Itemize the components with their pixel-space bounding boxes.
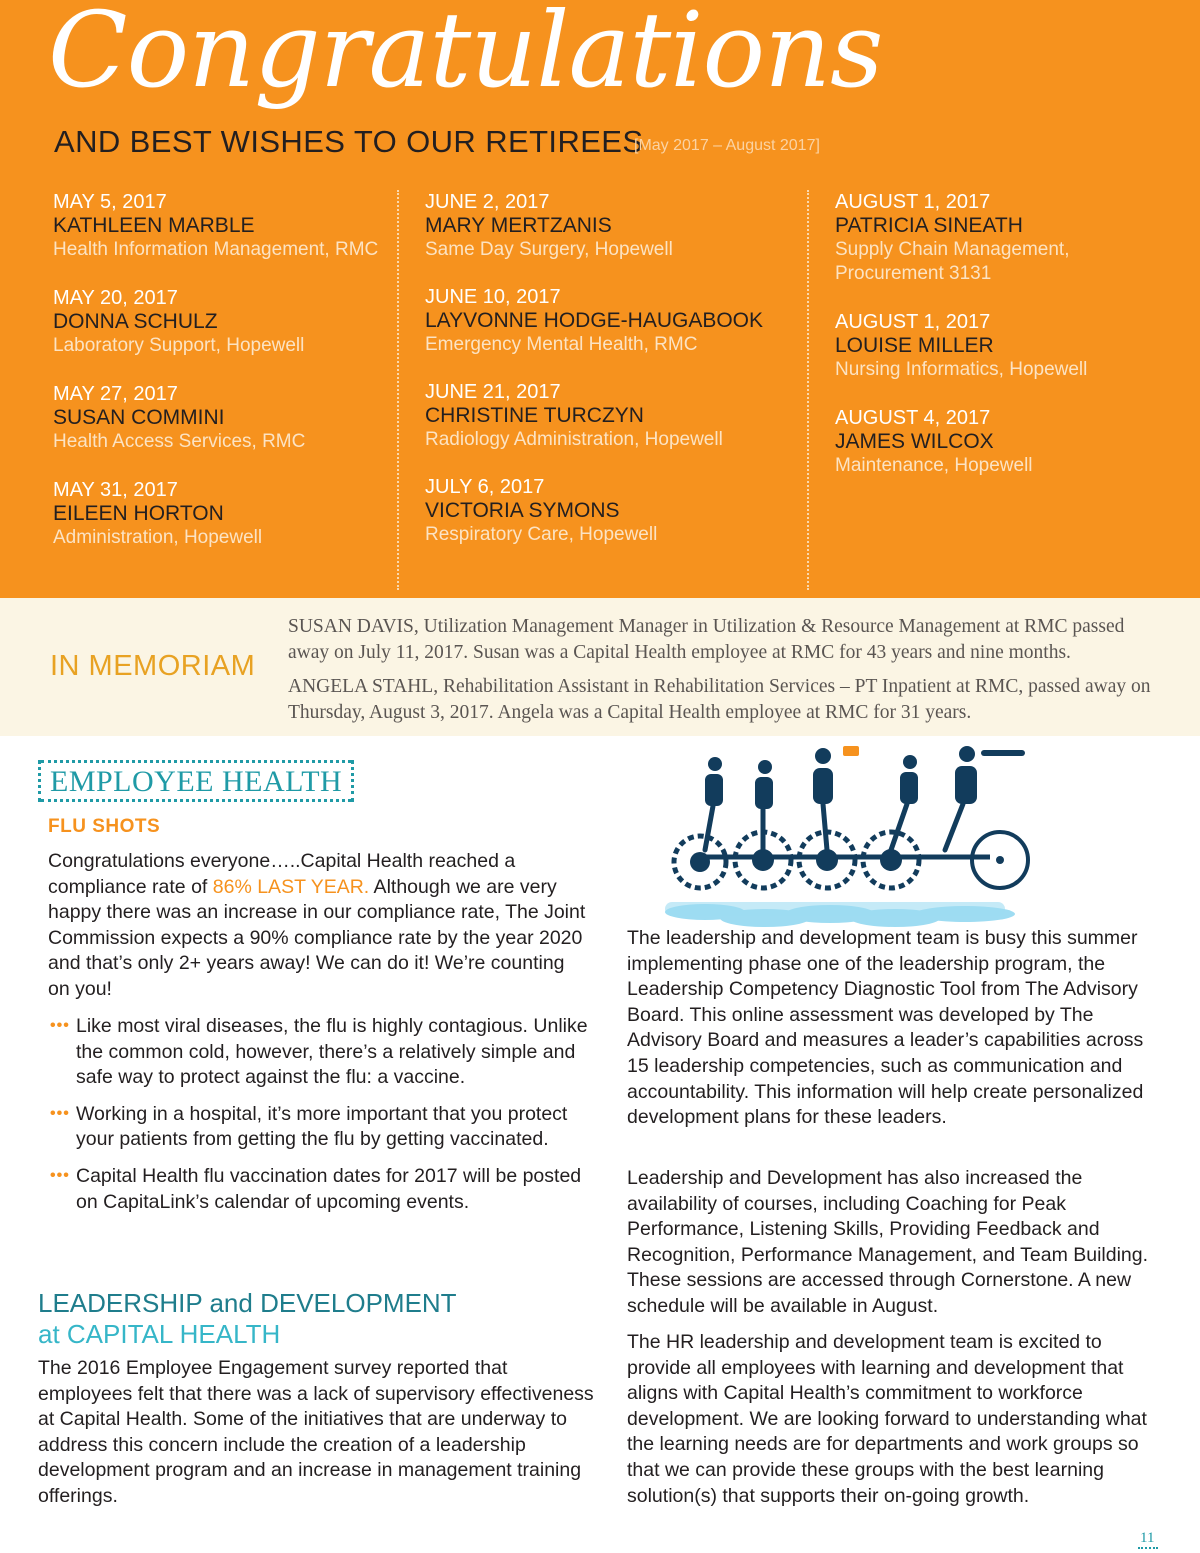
retiree-department: Emergency Mental Health, RMC — [425, 334, 698, 355]
memoriam-text: Rehabilitation Assistant in Rehabilitation Services – PT Inpatient at RMC, passed away on Thursday, August 3, 2017. Angela was a Capital Health employee at RMC for 31 years. — [288, 676, 1151, 723]
retiree-entry — [425, 475, 805, 547]
retiree-name: JAMES WILCOX — [835, 430, 994, 453]
retiree-date: AUGUST 4, 2017 — [835, 407, 991, 429]
retiree-department: Nursing Informatics, Hopewell — [835, 359, 1088, 380]
retiree-entry — [53, 286, 398, 358]
bullet-text: Working in a hospital, it’s more important that you protect your patients from getting the flu by getting vaccinated. — [76, 1102, 568, 1151]
in-memoriam-section — [0, 598, 1200, 736]
retiree-department: Respiratory Care, Hopewell — [425, 524, 658, 545]
flu-intro-text: Congratulations everyone…..Capital Health reached a compliance rate of — [48, 850, 516, 898]
list-item — [48, 1164, 593, 1215]
memoriam-entry — [288, 674, 1168, 726]
retiree-date: AUGUST 1, 2017 — [835, 191, 991, 213]
retiree-entry — [835, 406, 1175, 478]
compliance-highlight: 86% LAST YEAR. — [212, 875, 370, 898]
retirees-subtitle: AND BEST WISHES TO OUR RETIREES — [54, 124, 644, 159]
retirees-banner — [0, 0, 1200, 598]
retiree-entry — [425, 285, 805, 357]
flu-bullet-list — [48, 1014, 593, 1226]
team-tandem-bicycle-icon — [645, 742, 1040, 932]
retiree-entry — [835, 190, 1175, 286]
retiree-name: CHRISTINE TURCZYN — [425, 404, 644, 427]
leadership-paragraph: The HR leadership and development team is excited to provide all employees with learning and development that aligns with Capital Health’s commitment to workforce development. We are looking forward to understanding what the learning needs are for departments and work groups so that we can provide these groups with the best learning solution(s) that supports their on-going growth. — [627, 1331, 1147, 1507]
retiree-entry — [53, 190, 398, 262]
bullet-text: Capital Health flu vaccination dates for 2017 will be posted on CapitaLink’s calendar of upcoming events. — [76, 1164, 582, 1213]
retiree-name: KATHLEEN MARBLE — [53, 214, 255, 237]
retiree-date: JUNE 21, 2017 — [425, 381, 561, 403]
retiree-entry — [425, 380, 805, 452]
leadership-paragraph: The 2016 Employee Engagement survey reported that employees felt that there was a lack of supervisory effectiveness at Capital Health. Some of the initiatives that are underway to address this concern include the creation of a leadership development program and an increase in management training offerings. — [38, 1357, 594, 1507]
retiree-name: PATRICIA SINEATH — [835, 214, 1023, 237]
memoriam-name: SUSAN DAVIS, — [288, 616, 419, 637]
retiree-entry — [425, 190, 805, 262]
retiree-entry — [53, 382, 398, 454]
retirees-column-2 — [425, 190, 805, 570]
bullet-dots-icon: ••• — [50, 1017, 70, 1034]
retiree-name: LOUISE MILLER — [835, 334, 994, 357]
retiree-date: MAY 5, 2017 — [53, 191, 167, 213]
retiree-department: Maintenance, Hopewell — [835, 455, 1033, 476]
flu-intro-text: Although we are very happy there was an increase in our compliance rate, The Joint Commission expects a 90% compliance rate by the year 2020 and that’s only 2+ years away! We can do it! We’re counting on you! — [48, 875, 586, 1000]
retiree-name: VICTORIA SYMONS — [425, 499, 620, 522]
retiree-date: MAY 31, 2017 — [53, 479, 178, 501]
employee-health-title: EMPLOYEE HEALTH — [50, 765, 343, 798]
flu-intro-paragraph — [48, 849, 588, 1003]
bullet-dots-icon: ••• — [50, 1104, 70, 1122]
page-number: 11 — [1140, 1530, 1155, 1546]
retiree-date: MAY 20, 2017 — [53, 287, 178, 309]
retiree-department: Supply Chain Management, Procurement 3131 — [835, 239, 1070, 284]
retiree-name: EILEEN HORTON — [53, 502, 224, 525]
retiree-name: MARY MERTZANIS — [425, 214, 612, 237]
retiree-name: DONNA SCHULZ — [53, 310, 218, 333]
bullet-text: Like most viral diseases, the flu is highly contagious. Unlike the common cold, however, there’s a relatively simple and safe way to protect against the flu: a vaccine. — [76, 1015, 588, 1089]
list-item — [48, 1014, 593, 1091]
employee-health-heading-box — [38, 760, 354, 802]
leadership-paragraph: Leadership and Development has also increased the availability of courses, including Coaching for Peak Performance, Listening Skills, Providing Feedback and Recognition, Performance Management, and Team Building. These sessions are accessed through Cornerstone. A new schedule will be available in August. — [627, 1167, 1149, 1317]
retiree-date: JUNE 10, 2017 — [425, 286, 561, 308]
retiree-date: MAY 27, 2017 — [53, 383, 178, 405]
leadership-subheading: at CAPITAL HEALTH — [38, 1319, 281, 1349]
leadership-heading: LEADERSHIP and DEVELOPMENT — [38, 1288, 457, 1318]
retiree-department: Laboratory Support, Hopewell — [53, 335, 305, 356]
retiree-department: Health Information Management, RMC — [53, 239, 379, 260]
retiree-date: JULY 6, 2017 — [425, 476, 545, 498]
retiree-entry — [835, 310, 1175, 382]
retiree-name: LAYVONNE HODGE-HAUGABOOK — [425, 309, 764, 332]
retiree-department: Health Access Services, RMC — [53, 431, 306, 452]
memoriam-entry — [288, 614, 1168, 666]
retirees-column-1 — [53, 190, 398, 574]
retiree-entry — [53, 478, 398, 550]
memoriam-text: Utilization Management Manager in Utilization & Resource Management at RMC passed away on July 11, 2017. Susan was a Capital Health employee at RMC for 43 years and nine months. — [288, 616, 1125, 663]
list-item — [48, 1102, 593, 1153]
in-memoriam-title: IN MEMORIAM — [50, 650, 256, 682]
column-divider — [807, 190, 809, 590]
congratulations-title: Congratulations — [48, 0, 883, 111]
retiree-date: AUGUST 1, 2017 — [835, 311, 991, 333]
flu-shots-heading: FLU SHOTS — [48, 816, 161, 837]
memoriam-name: ANGELA STAHL, — [288, 676, 439, 697]
retirees-column-3 — [835, 190, 1175, 502]
leadership-paragraph: The leadership and development team is busy this summer implementing phase one of the leadership program, the Leadership Competency Diagnostic Tool from The Advisory Board. This online assessment was developed by The Advisory Board and measures a leader’s capabilities across 15 leadership competencies, such as communication and accountability. This information will help create personalized development plans for these leaders. — [627, 927, 1144, 1129]
retiree-department: Administration, Hopewell — [53, 527, 263, 548]
retirees-period: [May 2017 – August 2017] — [634, 137, 820, 154]
retiree-date: JUNE 2, 2017 — [425, 191, 550, 213]
retiree-department: Same Day Surgery, Hopewell — [425, 239, 673, 260]
bullet-dots-icon: ••• — [50, 1166, 70, 1184]
page-number-dots — [1138, 1547, 1158, 1549]
retiree-department: Radiology Administration, Hopewell — [425, 429, 723, 450]
retiree-name: SUSAN COMMINI — [53, 406, 225, 429]
